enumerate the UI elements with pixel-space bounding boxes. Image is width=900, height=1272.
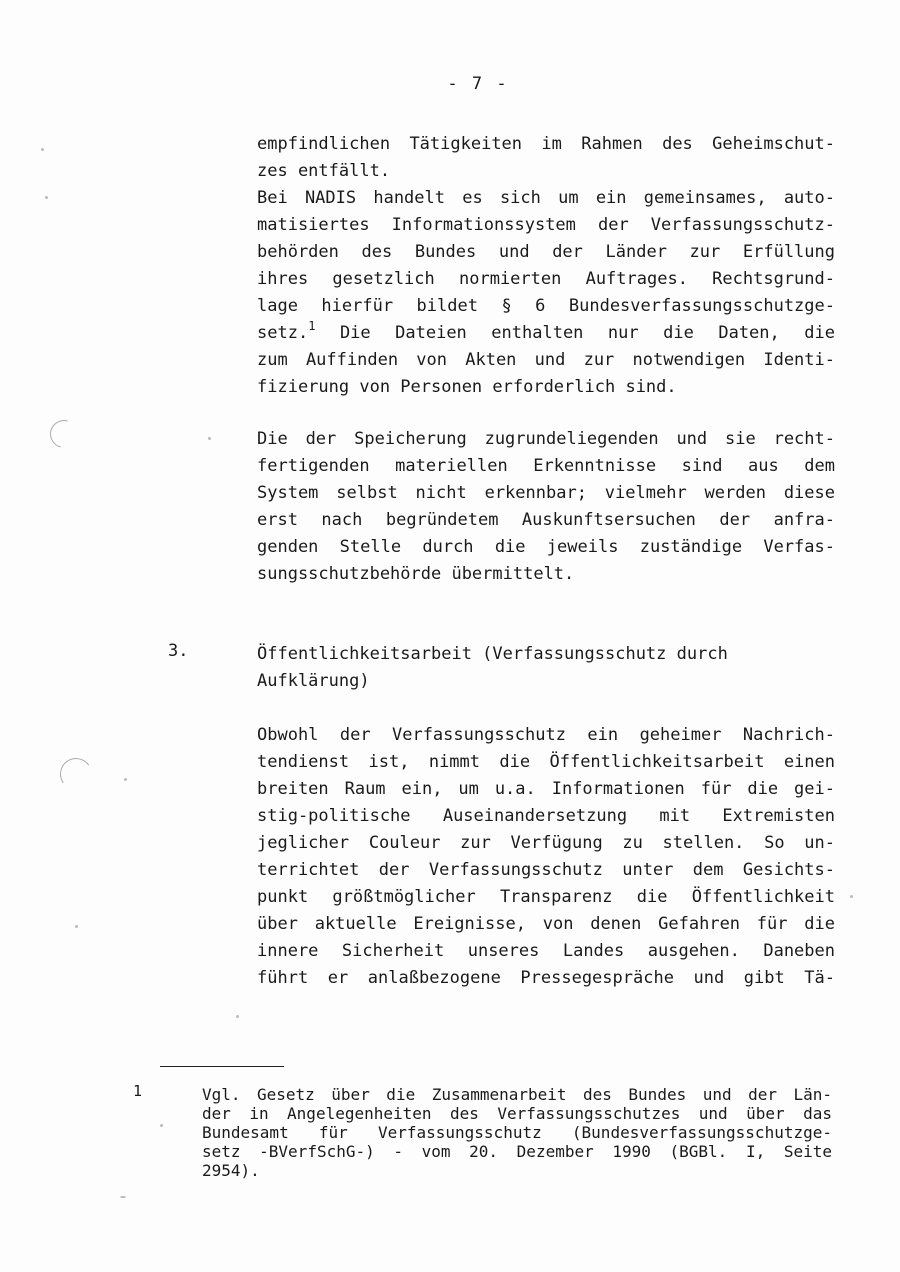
text-line-with-footnote [257,320,835,347]
scan-speck [160,1124,163,1127]
text-line: Bei NADIS handelt es sich um ein gemeinsames, auto- [257,188,835,208]
paragraph-nadis [257,131,835,401]
section-heading [257,641,835,695]
text-line: breiten Raum ein, um u.a. Informationen für die gei- [257,779,835,799]
page-number: - 7 - [447,74,509,94]
text-fragment: Die Dateien enthalten nur die Daten, die [339,323,835,343]
text-line: ihres gesetzlich normierten Auftrages. Rechtsgrund- [257,269,835,289]
footnote-line: Vgl. Gesetz über die Zusammenarbeit des Bundes und der Län- [202,1085,832,1104]
footnote-line: setz -BVerfSchG-) - vom 20. Dezember 1990 (BGBl. I, Seite [202,1142,832,1161]
text-line: Die der Speicherung zugrundeliegenden und sie recht- [257,429,835,449]
scan-artifact-arc [57,755,94,792]
text-line: innere Sicherheit unseres Landes ausgehen. Daneben [257,941,835,961]
footnote-reference: 1 [308,319,316,333]
scan-speck [120,1196,126,1198]
text-fragment: setz. [257,323,309,343]
paragraph-public-relations [257,722,835,992]
scan-speck [45,196,48,199]
heading-line: Aufklärung) [257,671,370,691]
text-line: System selbst nicht erkennbar; vielmehr werden diese [257,483,835,503]
footnote-text [202,1085,832,1180]
scan-speck [41,148,44,151]
text-line: führt er anlaßbezogene Pressegespräche und gibt Tä- [257,968,835,988]
footnote-line: 2954). [202,1161,260,1180]
text-line: punkt größtmöglicher Transparenz die Öffentlichkeit [257,887,835,907]
scan-speck [75,925,78,928]
scan-speck [850,895,853,898]
text-line: zum Auffinden von Akten und zur notwendigen Identi- [257,350,835,370]
text-line: über aktuelle Ereignisse, von denen Gefahren für die [257,914,835,934]
scan-speck [208,437,211,440]
text-line: erst nach begründetem Auskunftsersuchen der anfra- [257,510,835,530]
text-line: tendienst ist, nimmt die Öffentlichkeitsarbeit einen [257,752,835,772]
scan-artifact-arc [45,415,83,453]
paragraph-storage [257,426,835,588]
text-line: Obwohl der Verfassungsschutz ein geheimer Nachrich- [257,725,835,745]
text-line: matisiertes Informationssystem der Verfassungsschutz- [257,215,835,235]
text-line: genden Stelle durch die jeweils zuständige Verfas- [257,537,835,557]
scan-speck [124,778,127,781]
text-line: behörden des Bundes und der Länder zur Erfüllung [257,242,835,262]
text-line: stig-politische Auseinandersetzung mit Extremisten [257,806,835,826]
text-line: empfindlichen Tätigkeiten im Rahmen des Geheimschut- [257,134,835,154]
text-line: fizierung von Personen erforderlich sind. [257,377,677,397]
footnote-line: der in Angelegenheiten des Verfassungsschutzes und über das [202,1104,832,1123]
text-line: jeglicher Couleur zur Verfügung zu stellen. So un- [257,833,835,853]
text-line: zes entfällt. [257,161,391,181]
text-line: lage hierfür bildet § 6 Bundesverfassungsschutzge- [257,296,835,316]
footnote-line: Bundesamt für Verfassungsschutz (Bundesverfassungsschutzge- [202,1123,832,1142]
scan-speck [236,1015,239,1018]
footnote-divider [160,1066,284,1067]
footnote-marker: 1 [133,1082,143,1100]
text-line: sungsschutzbehörde übermittelt. [257,564,575,584]
text-line: fertigenden materiellen Erkenntnisse sind aus dem [257,456,835,476]
section-number: 3. [168,641,189,661]
text-line: terrichtet der Verfassungsschutz unter dem Gesichts- [257,860,835,880]
heading-line: Öffentlichkeitsarbeit (Verfassungsschutz durch [257,644,728,664]
